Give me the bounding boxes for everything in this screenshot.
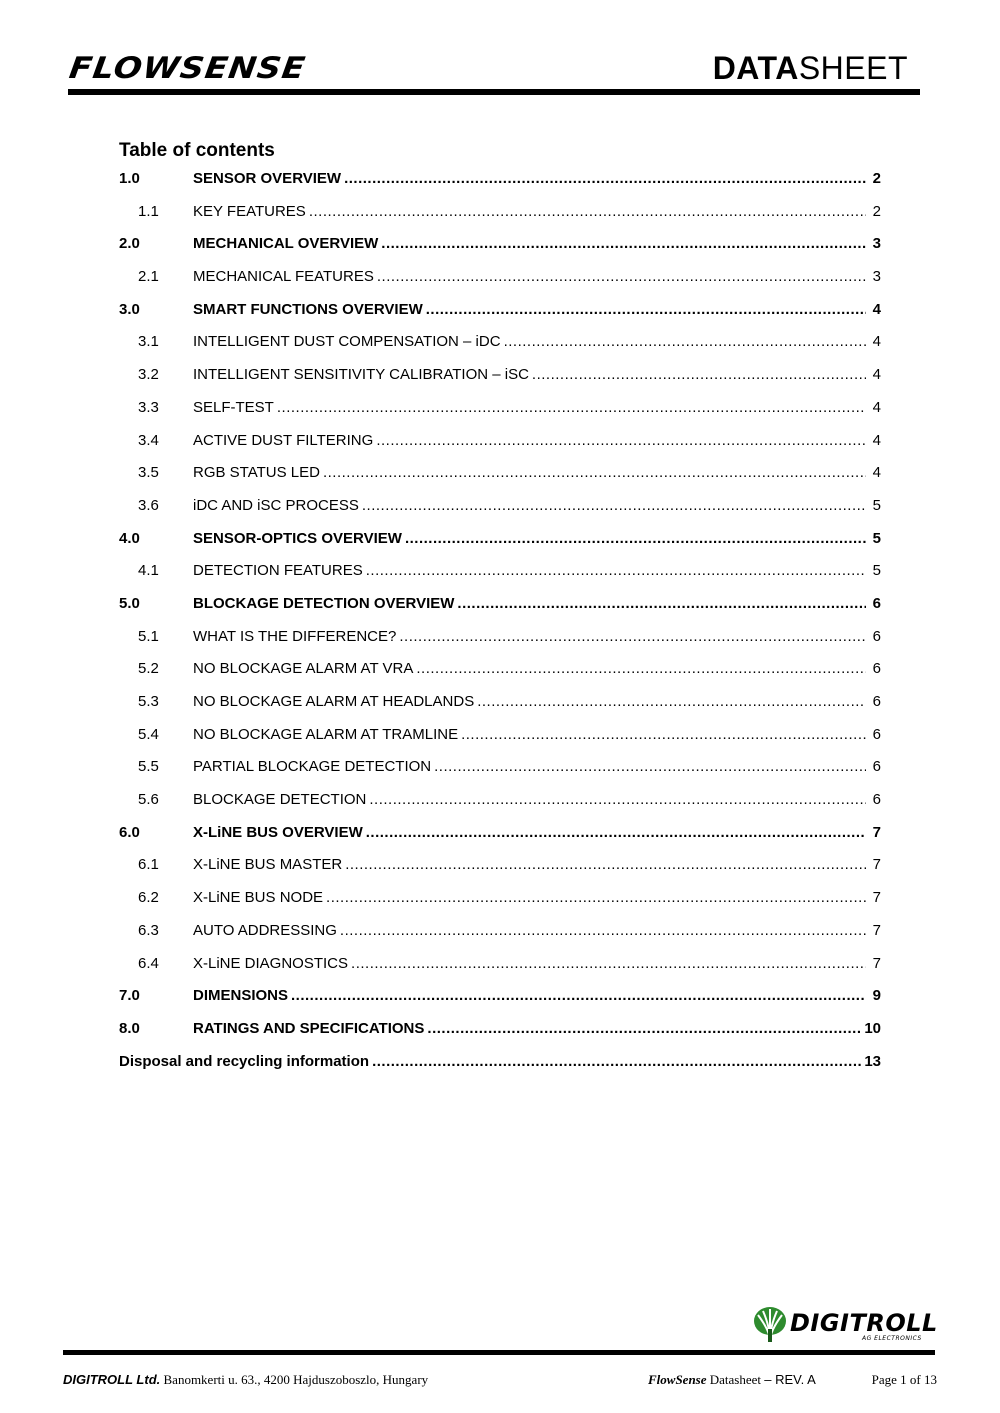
toc-entry-title[interactable]: PARTIAL BLOCKAGE DETECTION [193,758,432,776]
doc-revision: – REV. A [764,1372,816,1387]
toc-entry-page: 3 [872,268,881,286]
toc-dot-leader [416,658,866,680]
toc-entry-number: 3.4 [138,431,159,449]
toc-entry-page: 5 [872,562,881,580]
toc-entry-title[interactable]: MECHANICAL OVERVIEW [193,235,379,253]
toc-entry-page: 6 [872,758,881,776]
toc-dot-leader [532,364,866,386]
toc-entry-page: 7 [872,823,881,841]
toc-entry-title[interactable]: ACTIVE DUST FILTERING [193,431,374,449]
toc-entry[interactable] [119,397,881,430]
toc-dot-leader [399,626,866,648]
toc-entry-page: 5 [872,529,881,547]
doc-type-bold: DATA [712,50,799,86]
toc-entry-title[interactable]: SENSOR-OPTICS OVERVIEW [193,529,402,547]
footer-document [648,1372,816,1388]
toc-entry-title[interactable]: INTELLIGENT SENSITIVITY CALIBRATION – iSC [193,366,529,384]
doc-type-heading [713,50,908,87]
toc-entry[interactable] [119,266,881,299]
toc-entry[interactable] [119,430,881,463]
toc-entry[interactable] [119,985,881,1018]
toc-dot-leader [323,462,866,484]
toc-dot-leader [366,560,866,582]
toc-entry-page: 6 [872,725,881,743]
toc-title: Table of contents [119,140,275,161]
toc-entry-title[interactable]: Disposal and recycling information [119,1052,370,1070]
toc-entry-number: 3.6 [138,496,159,514]
toc-entry-number: 7.0 [119,987,140,1005]
toc-dot-leader [405,528,866,550]
toc-entry-title[interactable]: NO BLOCKAGE ALARM AT HEADLANDS [193,693,475,710]
toc-entry[interactable] [119,953,881,986]
toc-dot-leader [369,789,866,811]
toc-dot-leader [326,887,866,909]
toc-dot-leader [426,299,866,321]
toc-entry-number: 6.4 [138,954,159,972]
toc-entry[interactable] [119,789,881,822]
toc-entry[interactable] [119,299,881,332]
company-name: DIGITROLL Ltd. [63,1372,161,1387]
toc-entry-title[interactable]: AUTO ADDRESSING [193,921,337,939]
page-footer [63,1372,937,1392]
page-number: Page 1 of 13 [871,1372,937,1387]
toc-dot-leader [345,854,866,876]
toc-entry-page: 6 [872,594,881,612]
toc-entry-number: 3.1 [138,333,159,351]
toc-dot-leader [340,920,866,942]
toc-dot-leader [344,168,866,190]
toc-entry-page: 7 [872,856,881,874]
toc-dot-leader [381,233,866,255]
toc-dot-leader [309,201,866,223]
toc-dot-leader [372,1051,861,1073]
toc-entry-page: 7 [872,921,881,939]
digitroll-leaf-icon [752,1305,788,1343]
toc-entry-number: 3.0 [119,300,140,318]
toc-dot-leader [291,985,866,1007]
toc-entry-page: 9 [872,987,881,1005]
toc-dot-leader [362,495,866,517]
toc-entry-page: 4 [872,398,881,416]
toc-entry-page: 2 [872,170,881,187]
toc-entry-title[interactable]: X-LiNE BUS MASTER [193,856,343,874]
toc-entry-title[interactable]: SMART FUNCTIONS OVERVIEW [193,300,423,318]
toc-entry-number: 6.2 [138,889,159,907]
toc-entry-number: 6.3 [138,921,159,939]
toc-entry-page: 3 [872,235,881,253]
footer-company [63,1372,428,1388]
toc-entry[interactable] [119,560,881,593]
toc-entry-title[interactable]: WHAT IS THE DIFFERENCE? [193,627,397,645]
toc-entry-page: 6 [872,791,881,809]
toc-entry-page: 4 [872,333,881,351]
toc-entry-title[interactable]: KEY FEATURES [193,202,306,220]
toc-entry[interactable] [119,495,881,528]
toc-entry-page: 5 [872,496,881,514]
toc-dot-leader [504,331,866,353]
toc-entry-page: 7 [872,889,881,907]
toc-entry-number: 5.3 [138,693,159,710]
toc-entry-page: 6 [872,627,881,645]
toc-entry-page: 6 [872,660,881,678]
toc-entry[interactable] [119,854,881,887]
toc-entry-number: 6.0 [119,823,140,841]
toc-entry-number: 8.0 [119,1019,140,1037]
toc-entry-title[interactable]: X-LiNE BUS NODE [193,889,324,907]
toc-entry-number: 4.0 [119,529,140,547]
toc-entry-title[interactable]: DIMENSIONS [193,987,289,1005]
toc-dot-leader [461,724,866,746]
toc-entry[interactable] [119,1051,881,1084]
toc-entry-number: 1.1 [138,202,159,220]
toc-entry-title[interactable]: MECHANICAL FEATURES [193,268,374,286]
toc-entry[interactable] [119,887,881,920]
toc-entry[interactable] [119,626,881,659]
digitroll-logo-subtitle: AG ELECTRONICS [862,1335,922,1342]
footer-divider [63,1350,935,1355]
toc-entry-number: 1.0 [119,170,140,187]
toc-entry[interactable] [119,528,881,561]
toc-entry-number: 3.2 [138,366,159,384]
page-header [0,0,1000,100]
digitroll-logo [752,1305,938,1345]
toc-entry-title[interactable]: NO BLOCKAGE ALARM AT TRAMLINE [193,725,459,743]
doc-name: FlowSense [648,1372,707,1387]
toc-list [119,168,881,1083]
digitroll-logo-text: DIGITROLL [790,1309,938,1337]
toc-entry[interactable] [119,462,881,495]
toc-entry[interactable] [119,691,881,724]
toc-entry-number: 5.0 [119,594,140,612]
toc-dot-leader [427,1018,861,1040]
toc-entry[interactable] [119,756,881,789]
toc-entry-title[interactable]: iDC AND iSC PROCESS [193,496,359,514]
toc-entry-title[interactable]: X-LiNE BUS OVERVIEW [193,823,363,841]
toc-entry-number: 4.1 [138,562,159,580]
toc-entry-number: 2.0 [119,235,140,253]
toc-entry[interactable] [119,331,881,364]
toc-entry-number: 5.1 [138,627,159,645]
toc-entry-number: 5.6 [138,791,159,809]
toc-entry-page: 4 [872,464,881,482]
toc-entry[interactable] [119,201,881,234]
flowsense-logo: FLOWSENSE [67,50,309,86]
toc-dot-leader [376,430,866,452]
toc-entry[interactable] [119,920,881,953]
toc-entry-page: 10 [864,1019,881,1037]
toc-dot-leader [377,266,866,288]
toc-entry[interactable] [119,233,881,266]
toc-entry-title[interactable]: RATINGS AND SPECIFICATIONS [193,1019,425,1037]
toc-entry[interactable] [119,364,881,397]
toc-entry-title[interactable]: NO BLOCKAGE ALARM AT VRA [193,660,414,678]
company-address: Banomkerti u. 63., 4200 Hajduszoboszlo, Hungary [163,1372,429,1387]
toc-entry[interactable] [119,822,881,855]
toc-entry-number: 5.5 [138,758,159,776]
header-divider [68,89,920,95]
toc-entry-title[interactable]: SENSOR OVERVIEW [193,170,342,187]
toc-dot-leader [277,397,866,419]
toc-entry-number: 5.4 [138,725,159,743]
doc-suffix: Datasheet [709,1372,762,1387]
toc-entry-number: 3.5 [138,464,159,482]
toc-entry-number: 3.3 [138,398,159,416]
toc-entry-title[interactable]: BLOCKAGE DETECTION [193,791,367,809]
toc-entry-page: 6 [872,693,881,710]
doc-type-rest: SHEET [798,50,908,86]
toc-entry-title[interactable]: BLOCKAGE DETECTION OVERVIEW [193,594,455,612]
toc-entry-title[interactable]: DETECTION FEATURES [193,562,363,580]
toc-entry[interactable] [119,1018,881,1051]
toc-entry-title[interactable]: SELF-TEST [193,398,274,416]
toc-entry-page: 2 [872,202,881,220]
toc-entry[interactable] [119,724,881,757]
toc-dot-leader [477,691,866,713]
toc-entry-title[interactable]: INTELLIGENT DUST COMPENSATION – iDC [193,333,501,351]
toc-entry[interactable] [119,658,881,691]
toc-entry-page: 4 [872,300,881,318]
toc-entry-title[interactable]: RGB STATUS LED [193,464,320,482]
toc-entry-number: 6.1 [138,856,159,874]
toc-entry-title[interactable]: X-LiNE DIAGNOSTICS [193,954,349,972]
toc-entry-number: 5.2 [138,660,159,678]
toc-dot-leader [457,593,866,615]
toc-entry-number: 2.1 [138,268,159,286]
toc-entry[interactable] [119,168,881,201]
toc-entry-page: 4 [872,366,881,384]
toc-entry-page: 4 [872,431,881,449]
toc-entry-page: 7 [872,954,881,972]
toc-dot-leader [366,822,866,844]
toc-entry[interactable] [119,593,881,626]
table-of-contents [119,140,881,1083]
toc-dot-leader [434,756,866,778]
toc-entry-page: 13 [864,1052,881,1070]
toc-dot-leader [351,953,866,975]
